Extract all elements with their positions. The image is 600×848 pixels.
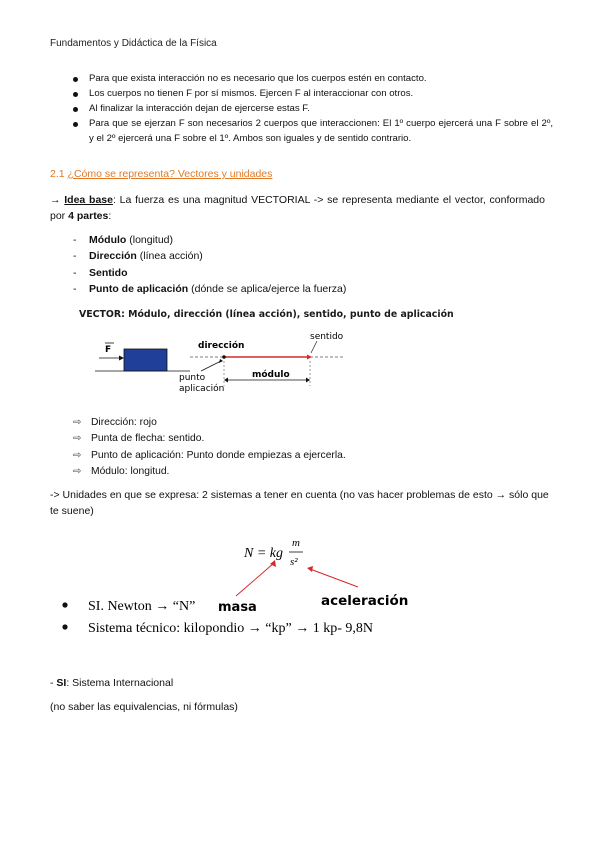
masa-arrow-line xyxy=(236,563,274,596)
section-title-link[interactable]: ¿Cómo se representa? Vectores y unidades xyxy=(67,168,273,180)
list-item: - Sentido xyxy=(73,266,128,279)
section-number: 2.1 xyxy=(50,168,65,180)
masa-label: masa xyxy=(218,600,257,615)
section-title xyxy=(50,168,272,180)
equivalencias-note: (no saber las equivalencias, ni fórmulas) xyxy=(50,701,238,713)
vector-caption: VECTOR: Módulo, dirección (línea acción), sentido, punto de aplicación xyxy=(79,309,454,320)
bullet-dot-icon xyxy=(62,624,67,629)
punto-pointer xyxy=(201,361,221,371)
vector-parts-list xyxy=(73,232,346,297)
list-item: - Módulo (longitud) xyxy=(73,234,174,246)
vector-arrow-head-icon xyxy=(307,355,312,360)
legend-list xyxy=(73,415,346,480)
system-tecnico: Sistema técnico: kilopondio → “kp” → 1 kp- 9,8N xyxy=(88,621,374,636)
punto-pointer-head-icon xyxy=(219,359,223,363)
idea-label: Idea base xyxy=(64,194,113,206)
modulo-label: módulo xyxy=(252,370,290,380)
list-item: ⇨ Punto de aplicación: Punto donde empiezas a ejercerla. xyxy=(73,448,346,464)
hollow-arrow-icon: ⇨ xyxy=(73,465,82,477)
list-item: Para que se ejerzan F son necesarios 2 cuerpos que interaccionen: El 1º cuerpo ejercerá una F sobre el 2º, y el 2º ejercerá una F sobre el 1º. Ambos son iguales y de sentido contrario. xyxy=(73,117,553,146)
punto-label-1: punto xyxy=(179,373,206,383)
force-label: F xyxy=(105,345,112,355)
formula-den: s² xyxy=(290,556,298,568)
list-item: - Dirección (línea acción) xyxy=(73,250,203,263)
hollow-arrow-icon: ⇨ xyxy=(73,449,82,461)
hollow-arrow-icon: ⇨ xyxy=(73,433,82,445)
arrow-icon: → xyxy=(50,194,61,206)
bullet-dot-icon xyxy=(62,602,67,607)
bullet-dot-icon xyxy=(73,122,78,127)
bullet-dot-icon xyxy=(73,92,78,97)
interaction-bullets xyxy=(73,72,553,147)
list-item: Los cuerpos no tienen F por sí mismos. Ejercen F al interaccionar con otros. xyxy=(73,87,553,102)
punto-label-2: aplicación xyxy=(179,384,225,394)
list-item: Para que exista interacción no es necesario que los cuerpos estén en contacto. xyxy=(73,72,553,87)
idea-bold: 4 partes xyxy=(68,210,109,222)
list-item: - Punto de aplicación (dónde se aplica/ejerce la fuerza) xyxy=(73,282,347,295)
list-item: ⇨ Módulo: longitud. xyxy=(73,464,346,480)
modulo-arrow-left-icon xyxy=(224,378,228,383)
si-note: - SI: Sistema Internacional xyxy=(50,677,174,689)
list-item: Al finalizar la interacción dejan de ejercerse estas F. xyxy=(73,102,553,117)
modulo-arrow-right-icon xyxy=(306,378,310,383)
list-item: ⇨ Punta de flecha: sentido. xyxy=(73,431,346,447)
application-point xyxy=(222,355,226,359)
bullet-dot-icon xyxy=(73,107,78,112)
aceleracion-label: aceleración xyxy=(321,593,409,609)
page-header: Fundamentos y Didáctica de la Física xyxy=(50,38,217,49)
formula-lhs: N = kg xyxy=(244,546,283,561)
aceleracion-arrow-head-icon xyxy=(307,566,313,572)
idea-base-paragraph: → Idea base: La fuerza es una magnitud VECTORIAL -> se representa mediante el vector, conformado por 4 partes: xyxy=(50,194,545,222)
body-box xyxy=(124,349,167,371)
push-arrow-head-icon xyxy=(119,356,124,361)
direccion-label: dirección xyxy=(198,341,245,351)
list-item: ⇨ Dirección: rojo xyxy=(73,415,346,431)
formula-num: m xyxy=(292,537,300,549)
units-formula xyxy=(60,535,480,645)
sentido-pointer xyxy=(311,341,317,353)
bullet-dot-icon xyxy=(73,77,78,82)
aceleracion-arrow-line xyxy=(310,569,358,587)
sentido-label: sentido xyxy=(310,332,344,342)
vector-diagram xyxy=(95,328,365,400)
hollow-arrow-icon: ⇨ xyxy=(73,417,82,428)
system-si: SI. Newton → “N” xyxy=(88,599,196,614)
units-paragraph: -> Unidades en que se expresa: 2 sistemas a tener en cuenta (no vas hacer problemas de esto → sólo que te suene) xyxy=(50,489,549,517)
